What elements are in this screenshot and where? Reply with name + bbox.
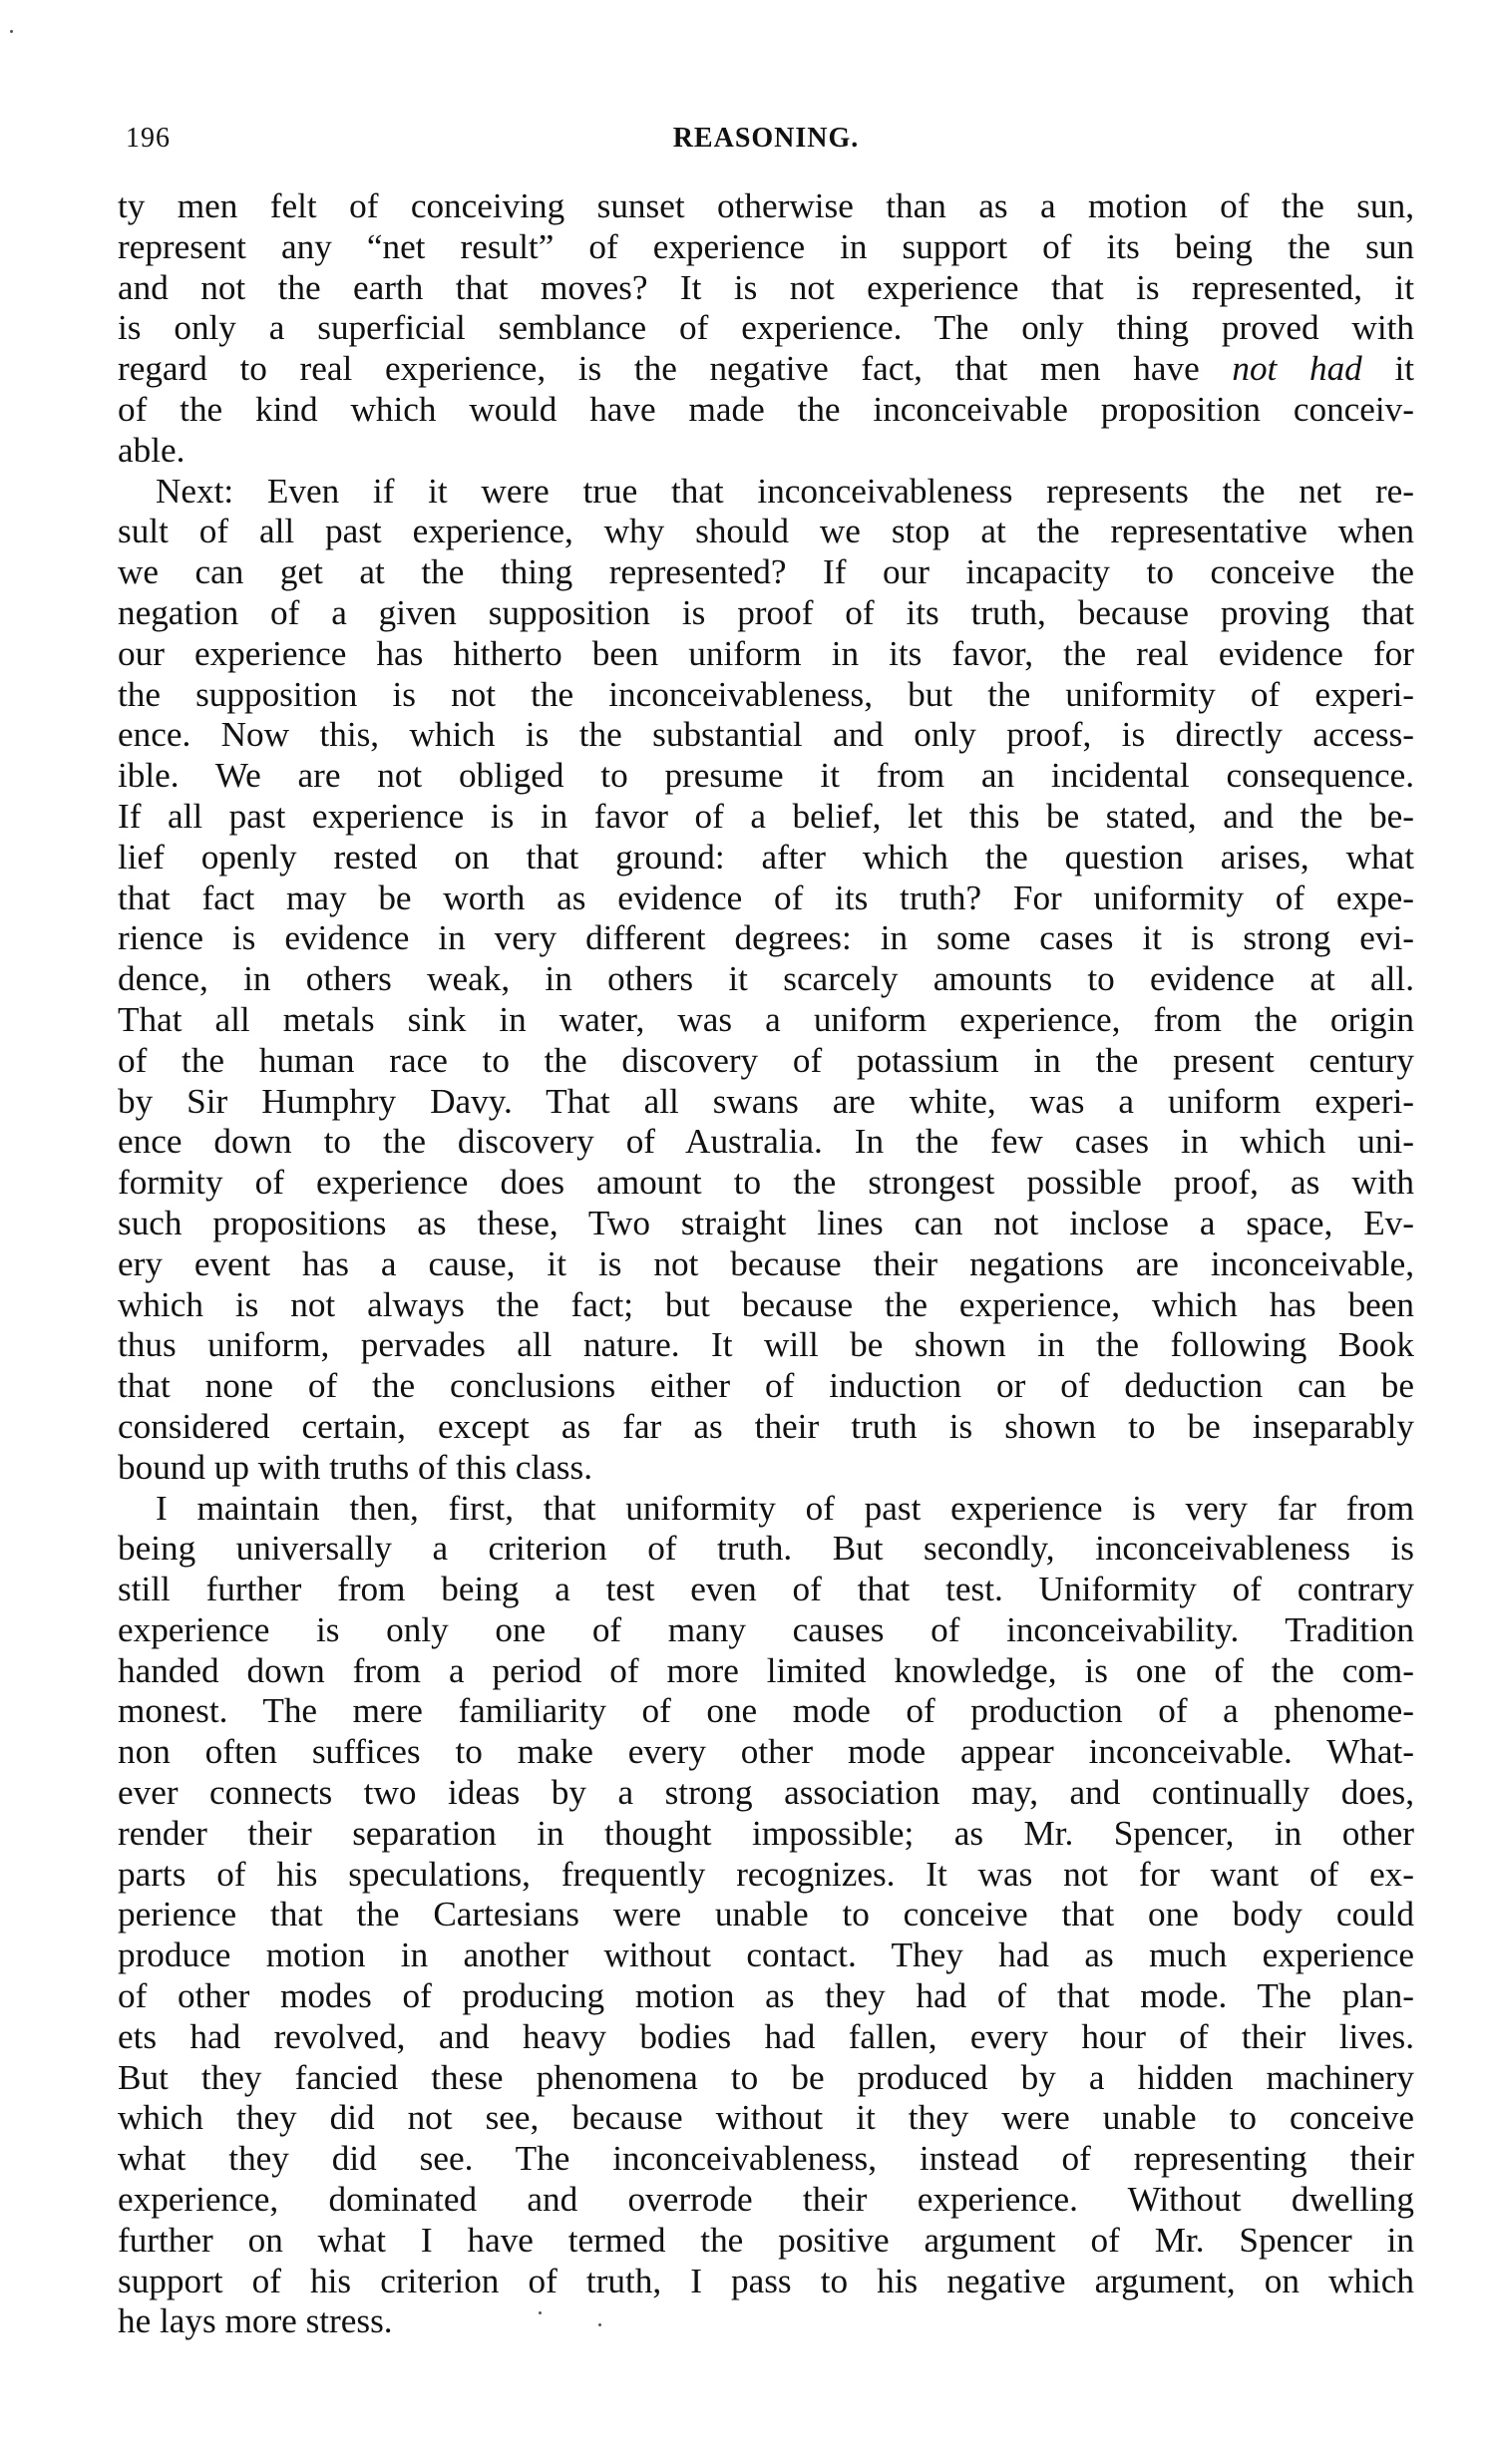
text-line-content: considered certain, except as far as their truth is shown to be inseparably <box>118 1406 1414 1446</box>
scan-speck <box>539 2311 542 2314</box>
text-line-content: that fact may be worth as evidence of its truth? For uniformity of expe- <box>118 878 1414 917</box>
text-line <box>118 2180 1414 2221</box>
text-line-content: ence. Now this, which is the substantial and only proof, is directly access- <box>118 715 1414 755</box>
text-line <box>118 390 1414 431</box>
text-line-content: ible. We are not obliged to presume it from an incidental consequence. <box>118 756 1414 796</box>
text-line-content: ty men felt of conceiving sunset otherwise than as a motion of the sun, <box>118 186 1414 225</box>
text-line-content: which is not always the fact; but because the experience, which has been <box>118 1284 1414 1324</box>
text-line-content: If all past experience is in favor of a belief, let this be stated, and the be- <box>118 796 1414 836</box>
text-line <box>118 1936 1414 1976</box>
text-line <box>118 756 1414 797</box>
text-line <box>118 1976 1414 2017</box>
text-line <box>118 715 1414 756</box>
text-line-content: we can get at the thing represented? If our incapacity to conceive the <box>118 552 1414 592</box>
text-line <box>118 1489 1414 1530</box>
text-line-content: negation of a given supposition is proof of its truth, because proving that <box>118 592 1414 632</box>
text-line <box>118 1732 1414 1773</box>
text-line <box>118 1651 1414 1692</box>
text-line <box>118 1244 1414 1285</box>
text-line <box>118 2262 1414 2302</box>
text-line <box>118 1325 1414 1366</box>
text-line-content: perience that the Cartesians were unable to conceive that one body could <box>118 1895 1414 1935</box>
text-line-content: That all metals sink in water, was a uniform experience, from the origin <box>118 999 1414 1039</box>
text-line-content: But they fancied these phenomena to be produced by a hidden machinery <box>118 2057 1414 2097</box>
text-line-content: Next: Even if it were true that inconceivableness represents the net re- <box>156 471 1414 511</box>
text-line-content: experience is only one of many causes of inconceivability. Tradition <box>118 1609 1414 1649</box>
text-line-content: support of his criterion of truth, I pass to his negative argument, on which <box>118 2261 1414 2300</box>
text-line-content: further on what I have termed the positive argument of Mr. Spencer in <box>118 2220 1414 2260</box>
text-line <box>118 2058 1414 2099</box>
text-line <box>118 2139 1414 2180</box>
text-line <box>118 838 1414 879</box>
text-line-content: regard to real experience, is the negative fact, that men have not had it <box>118 349 1414 389</box>
text-line <box>118 1773 1414 1814</box>
text-line-content: bound up with truths of this class. <box>118 1447 592 1487</box>
text-line-content: the supposition is not the inconceivableness, but the uniformity of experi- <box>118 674 1414 714</box>
text-line <box>118 552 1414 593</box>
text-line <box>118 879 1414 919</box>
text-line-content: monest. The mere familiarity of one mode of production of a phenome- <box>118 1691 1414 1731</box>
text-line-content: able. <box>118 430 186 470</box>
text-line-content: rience is evidence in very different degrees: in some cases it is strong evi- <box>118 918 1414 958</box>
text-line <box>118 1285 1414 1326</box>
text-line-content: render their separation in thought impossible; as Mr. Spencer, in other <box>118 1813 1414 1853</box>
text-line <box>118 308 1414 349</box>
text-line <box>118 959 1414 1000</box>
text-line-content: which they did not see, because without it they were unable to conceive <box>118 2098 1414 2138</box>
text-line <box>118 593 1414 634</box>
scan-speck <box>10 30 13 33</box>
book-page <box>118 115 1414 2341</box>
text-line-content: that none of the conclusions either of induction or of deduction can be <box>118 1366 1414 1406</box>
text-line <box>118 227 1414 268</box>
text-line-content: ets had revolved, and heavy bodies had fallen, every hour of their lives. <box>118 2016 1414 2056</box>
text-line-content: our experience has hitherto been uniform in its favor, the real evidence for <box>118 633 1414 673</box>
paragraph <box>118 1489 1414 2343</box>
text-line <box>118 1163 1414 1204</box>
text-line-content: parts of his speculations, frequently recognizes. It was not for want of ex- <box>118 1854 1414 1894</box>
text-line <box>118 1691 1414 1732</box>
text-line-content: experience, dominated and overrode their experience. Without dwelling <box>118 2180 1414 2220</box>
text-line-content: ever connects two ideas by a strong association may, and continually does, <box>118 1773 1414 1813</box>
text-line <box>118 268 1414 309</box>
text-line <box>118 634 1414 675</box>
text-line-content: represent any “net result” of experience in support of its being the sun <box>118 226 1414 266</box>
text-line-content: he lays more stress. <box>118 2301 393 2341</box>
text-line-content: of other modes of producing motion as they had of that mode. The plan- <box>118 1976 1414 2016</box>
text-line-content: is only a superficial semblance of experience. The only thing proved with <box>118 308 1414 348</box>
body-text <box>118 186 1414 2342</box>
text-line <box>118 1895 1414 1936</box>
text-line-content: and not the earth that moves? It is not experience that is represented, it <box>118 267 1414 307</box>
text-line <box>118 1041 1414 1082</box>
text-line <box>118 472 1414 513</box>
text-line-content: such propositions as these, Two straight lines can not inclose a space, Ev- <box>118 1203 1414 1242</box>
paragraph <box>118 186 1414 472</box>
italic-text: not had <box>1232 349 1362 389</box>
page-number: 196 <box>126 123 171 154</box>
running-head <box>118 115 1414 165</box>
text-line <box>118 1366 1414 1407</box>
text-line-content: sult of all past experience, why should we stop at the representative when <box>118 512 1414 551</box>
running-title: REASONING. <box>672 123 860 154</box>
text-line <box>118 2017 1414 2058</box>
text-line-content: I maintain then, first, that uniformity of past experience is very far from <box>156 1488 1414 1528</box>
text-line-content: dence, in others weak, in others it scarcely amounts to evidence at all. <box>118 959 1414 999</box>
text-line-content: lief openly rested on that ground: after which the question arises, what <box>118 837 1414 877</box>
text-line <box>118 1448 1414 1489</box>
text-line <box>118 1000 1414 1041</box>
text-line-content: thus uniform, pervades all nature. It will be shown in the following Book <box>118 1325 1414 1365</box>
text-line <box>118 1814 1414 1855</box>
text-line <box>118 1529 1414 1570</box>
text-line <box>118 431 1414 472</box>
text-line <box>118 2221 1414 2262</box>
scan-speck <box>598 2323 601 2326</box>
text-line <box>118 1570 1414 1610</box>
text-line <box>118 349 1414 390</box>
text-line-content: ery event has a cause, it is not because their negations are inconceivable, <box>118 1243 1414 1283</box>
text-line-content: non often suffices to make every other mode appear inconceivable. What- <box>118 1732 1414 1772</box>
text-line <box>118 1407 1414 1448</box>
text-line-content: formity of experience does amount to the strongest possible proof, as with <box>118 1163 1414 1203</box>
text-line-content: by Sir Humphry Davy. That all swans are white, was a uniform experi- <box>118 1081 1414 1121</box>
text-line <box>118 2098 1414 2139</box>
text-line <box>118 2301 1414 2342</box>
text-line <box>118 512 1414 552</box>
text-line-content: produce motion in another without contact. They had as much experience <box>118 1936 1414 1975</box>
text-line-content: ence down to the discovery of Australia. In the few cases in which uni- <box>118 1122 1414 1162</box>
paragraph <box>118 472 1414 1489</box>
text-line-content: what they did see. The inconceivableness, instead of representing their <box>118 2139 1414 2179</box>
text-line <box>118 918 1414 959</box>
text-line <box>118 797 1414 838</box>
text-line-content: of the human race to the discovery of potassium in the present century <box>118 1040 1414 1080</box>
text-line <box>118 1204 1414 1244</box>
text-line-content: handed down from a period of more limited knowledge, is one of the com- <box>118 1650 1414 1690</box>
text-line <box>118 1122 1414 1163</box>
text-line <box>118 1610 1414 1651</box>
text-line <box>118 1855 1414 1896</box>
text-line-content: of the kind which would have made the inconceivable proposition conceiv- <box>118 389 1414 429</box>
text-line-content: being universally a criterion of truth. But secondly, inconceivableness is <box>118 1529 1414 1569</box>
text-line <box>118 186 1414 227</box>
text-line <box>118 675 1414 716</box>
text-line <box>118 1082 1414 1123</box>
text-line-content: still further from being a test even of that test. Uniformity of contrary <box>118 1570 1414 1609</box>
